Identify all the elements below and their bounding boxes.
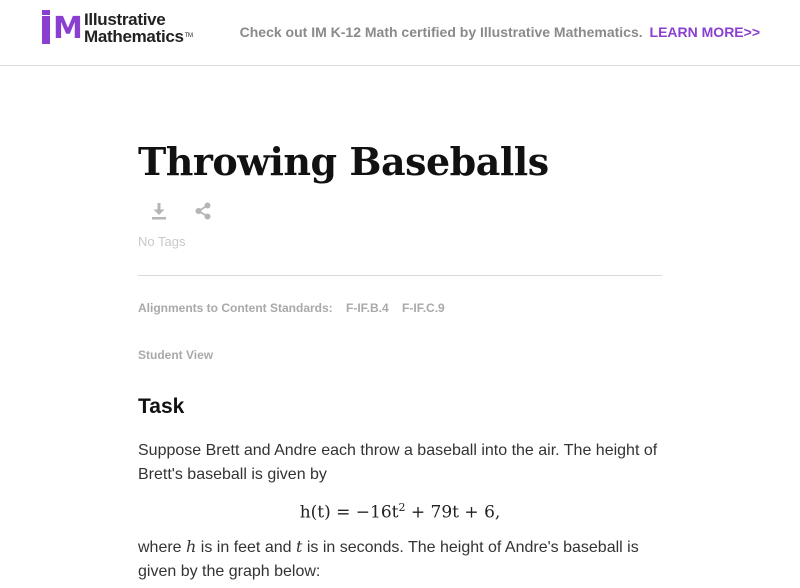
task-intro: Suppose Brett and Andre each throw a baseball into the air. The height of Brett's baseball is given by xyxy=(138,442,658,483)
where-text-3: is in seconds. The height of Andre's baseball is given by the graph below: xyxy=(138,538,639,580)
site-logo[interactable] xyxy=(40,10,193,46)
standard-link-f-if-b-4[interactable]: F-IF.B.4 xyxy=(346,301,389,315)
logo-wordmark xyxy=(84,11,193,45)
where-text-1: where xyxy=(138,538,187,556)
variable-t: t xyxy=(295,536,303,556)
student-view-link[interactable]: Student View xyxy=(138,348,214,362)
site-header xyxy=(0,0,800,66)
im-logo-icon: M xyxy=(40,10,80,46)
variable-h: h xyxy=(186,536,197,556)
alignments-label: Alignments to Content Standards: xyxy=(138,301,333,315)
learn-more-link[interactable]: LEARN MORE>> xyxy=(649,24,760,40)
promo-banner xyxy=(240,24,760,40)
promo-text: Check out IM K-12 Math certified by Illustrative Mathematics. xyxy=(239,24,643,40)
page-title: Throwing Baseballs xyxy=(138,139,549,184)
logo-trademark: TM xyxy=(184,33,193,39)
equation-exponent: 2 xyxy=(398,501,406,514)
task-content xyxy=(138,66,662,584)
logo-line-2: Mathematics xyxy=(84,27,184,46)
tags-label: No Tags xyxy=(138,234,186,249)
action-bar xyxy=(138,196,662,226)
task-where xyxy=(138,535,662,584)
where-text-2: is in feet and xyxy=(196,538,296,556)
height-equation xyxy=(138,501,662,523)
task-heading: Task xyxy=(138,395,185,418)
share-icon[interactable] xyxy=(194,202,218,226)
divider xyxy=(138,275,662,276)
standard-link-f-if-c-9[interactable]: F-IF.C.9 xyxy=(402,301,445,315)
equation-lhs: h(t) = −16t xyxy=(299,502,399,523)
download-icon[interactable] xyxy=(150,202,174,226)
logo-line-1: Illustrative xyxy=(84,10,166,29)
content-standards xyxy=(138,301,662,315)
equation-rhs: + 79t + 6, xyxy=(405,502,501,523)
